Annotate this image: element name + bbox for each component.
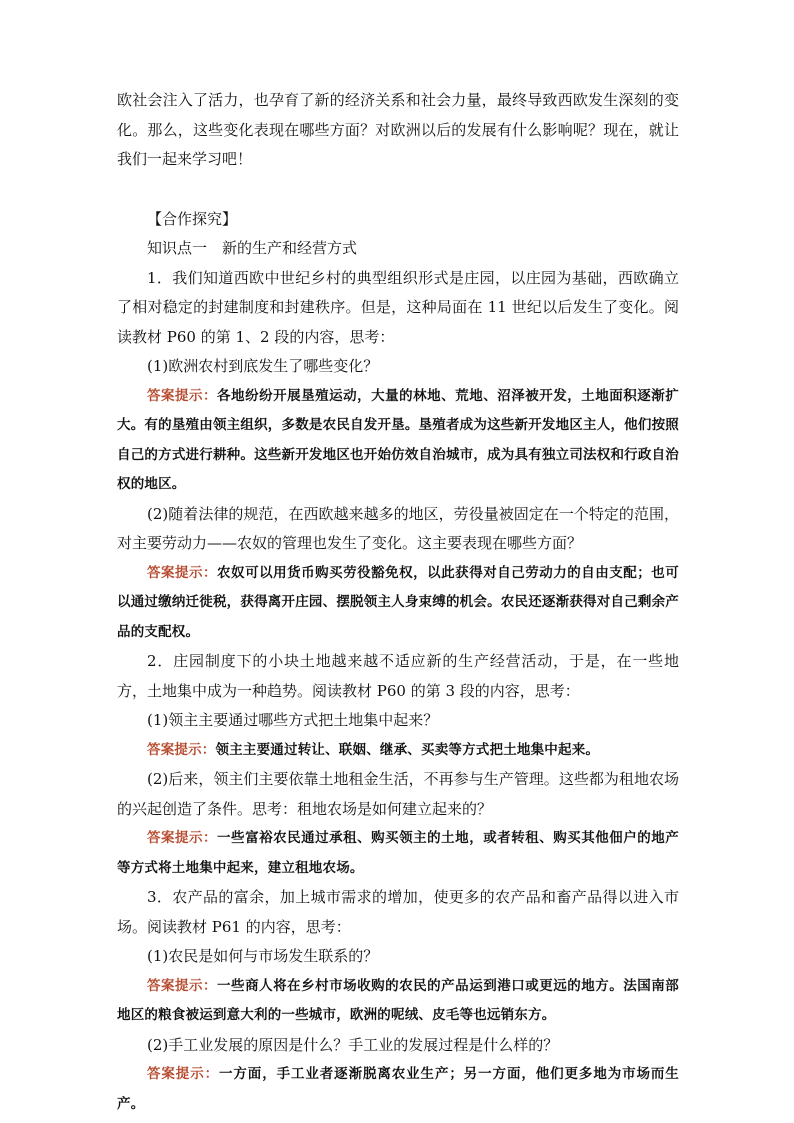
- knowledge-point-heading: 知识点一 新的生产和经营方式: [147, 239, 358, 257]
- answer-hint: [117, 382, 679, 500]
- answer-hint-label: 答案提示：: [147, 564, 218, 581]
- question: (1)农民是如何与市场发生联系的？: [147, 947, 379, 965]
- exercise-list: [117, 264, 679, 1120]
- section-title: 【合作探究】: [147, 209, 238, 228]
- answer-hint-label: 答案提示：: [147, 1066, 219, 1082]
- exercise-paragraph: 3．农产品的富余，加上城市需求的增加，使更多的农产品和畜产品得以进入市场。阅读教材 P61 的内容，思考：: [117, 888, 679, 936]
- question: (2)后来，领主们主要依靠土地租金生活，不再参与生产管理。这些都为租地农场的兴起创造了条件。思考：租地农场是如何建立起来的？: [117, 770, 679, 818]
- question: (2)随着法律的规范，在西欧越来越多的地区，劳役量被固定在一个特定的范围，对主要劳动力——农奴的管理也发生了变化。这主要表现在哪些方面？: [117, 504, 679, 552]
- answer-hint-text: 一些商人将在乡村市场收购的农民的产品运到港口或更远的地方。法国南部地区的粮食被运到意大利的一些城市，欧洲的呢绒、皮毛等也远销东方。: [117, 977, 679, 1023]
- answer-hint: [117, 559, 679, 648]
- answer-hint-label: 答案提示：: [147, 387, 218, 404]
- question: (2)手工业发展的原因是什么？手工业的发展过程是什么样的？: [147, 1035, 559, 1054]
- answer-hint-text: 农奴可以用货币购买劳役豁免权，以此获得对自己劳动力的自由支配；也可以通过缴纳迁徙税，获得离开庄园、摆脱领主人身束缚的机会。农民还逐渐获得对自己剩余产品的支配权。: [117, 564, 679, 640]
- exercise-paragraph: 2．庄园制度下的小块土地越来越不适应新的生产经营活动，于是，在一些地方，土地集中成为一种趋势。阅读教材 P60 的第 3 段的内容，思考：: [117, 652, 679, 700]
- answer-hint-text: 各地纷纷开展垦殖运动，大量的林地、荒地、沼泽被开发，土地面积逐渐扩大。有的垦殖由领主组织，多数是农民自发开垦。垦殖者成为这些新开发地区主人，他们按照自己的方式进行耕种。这些新开发地区也开始仿效自治城市，成为具有独立司法权和行政自治权的地区。: [117, 387, 679, 492]
- answer-hint: [117, 736, 679, 766]
- answer-hint-text: 一方面，手工业者逐渐脱离农业生产；另一方面，他们更多地为市场而生产。: [117, 1066, 680, 1112]
- answer-hint: [117, 1060, 679, 1119]
- answer-hint-text: 领主主要通过转让、联姻、继承、买卖等方式把土地集中起来。: [215, 741, 600, 758]
- exercise-paragraph: 1．我们知道西欧中世纪乡村的典型组织形式是庄园，以庄园为基础，西欧确立了相对稳定的封建制度和封建秩序。但是，这种局面在 11 世纪以后发生了变化。阅读教材 P60 的第 1、2 段的内容，思考：: [117, 268, 679, 346]
- intro-paragraph: 欧社会注入了活力，也孕育了新的经济关系和社会力量，最终导致西欧发生深刻的变化。那么，这些变化表现在哪些方面？对欧洲以后的发展有什么影响呢？现在，就让我们一起来学习吧！: [117, 91, 679, 168]
- question: (1)欧洲农村到底发生了哪些变化？: [147, 357, 379, 375]
- answer-hint-label: 答案提示：: [147, 830, 218, 846]
- document-body: [117, 86, 679, 1119]
- answer-hint-text: 一些富裕农民通过承租、购买领主的土地，或者转租、购买其他佃户的地产等方式将土地集中起来，建立租地农场。: [117, 830, 679, 876]
- question: (1)领主主要通过哪些方式把土地集中起来？: [147, 711, 439, 729]
- answer-hint-label: 答案提示：: [147, 977, 218, 994]
- answer-hint: [117, 824, 679, 883]
- answer-hint: [117, 972, 679, 1031]
- answer-hint-label: 答案提示：: [147, 741, 216, 758]
